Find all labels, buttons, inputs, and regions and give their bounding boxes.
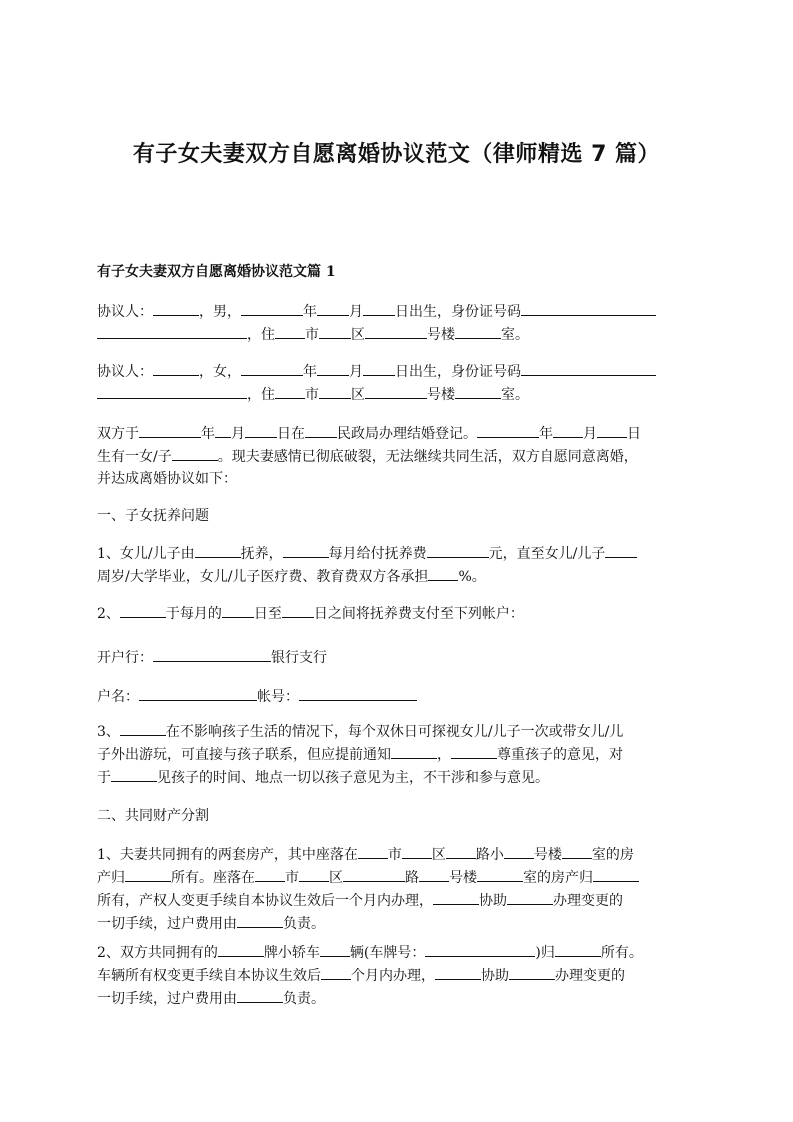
text: 号楼 (427, 327, 455, 343)
text: 号楼 (427, 387, 455, 403)
text: ，住 (247, 327, 275, 343)
blank (504, 843, 534, 859)
text: 。现夫妻感情已彻底破裂，无法继续共同生活，双方自愿同意离婚， (217, 449, 638, 465)
text: 月 (231, 426, 245, 442)
blank (153, 300, 199, 316)
text: 号楼 (533, 847, 562, 863)
party-female-paragraph (97, 360, 703, 406)
text: 区 (351, 327, 365, 343)
text: 月 (349, 364, 363, 380)
text: )归 (535, 945, 555, 961)
blank (477, 866, 523, 882)
blank (172, 445, 218, 461)
text: 帐号： (257, 689, 299, 705)
blank (365, 383, 427, 399)
text: 协助 (481, 968, 509, 984)
blank (317, 300, 349, 316)
blank (553, 422, 583, 438)
blank (593, 866, 639, 882)
text: 室。 (501, 387, 529, 403)
blank (299, 685, 417, 701)
text: 户名： (97, 689, 139, 705)
text: 双方于 (97, 426, 139, 442)
text: 年 (303, 304, 317, 320)
text: 生有一女/子 (97, 449, 172, 465)
blank (241, 300, 303, 316)
text: 并达成离婚协议如下： (97, 471, 237, 487)
blank (255, 866, 285, 882)
blank (283, 542, 329, 558)
blank (120, 720, 166, 736)
heading-property: 二、共同财产分割 (97, 808, 209, 824)
blank (215, 422, 231, 438)
text: 区 (351, 387, 365, 403)
text: 办理变更的 (553, 893, 623, 909)
text: 子外出游玩，可直接与孩子联系，但应提前通知 (97, 747, 391, 763)
blank (343, 866, 405, 882)
text: 抚养， (240, 546, 283, 562)
blank (363, 360, 395, 376)
text: 辆(车牌号： (349, 945, 426, 961)
text: 所有。 (600, 945, 643, 961)
blank (139, 422, 201, 438)
blank (391, 743, 437, 759)
blank (605, 542, 637, 558)
text: %。 (458, 569, 486, 585)
blank (319, 323, 351, 339)
blank (455, 323, 501, 339)
blank (365, 323, 427, 339)
text: 区 (431, 847, 446, 863)
text: 办理变更的 (555, 968, 625, 984)
text: 元，直至女儿/儿子 (488, 546, 606, 562)
text: 协议人： (97, 304, 153, 320)
text: 一切手续，过户费用由 (97, 916, 237, 932)
party-male-paragraph (97, 300, 703, 346)
text: 室。 (501, 327, 529, 343)
text: 2、双方共同拥有的 (97, 945, 218, 961)
blank (455, 383, 501, 399)
blank (427, 542, 489, 558)
blank (363, 300, 395, 316)
text: 号楼 (449, 870, 477, 886)
text: 年 (539, 426, 553, 442)
text: 1、女儿/儿子由 (97, 546, 195, 562)
text: 2、 (97, 606, 120, 622)
text: 年 (201, 426, 215, 442)
text: 年 (303, 364, 317, 380)
text: 室的房 (591, 847, 634, 863)
blank (125, 866, 171, 882)
text: 市 (305, 327, 319, 343)
text: 日之间将抚养费支付至下列帐户： (313, 606, 524, 622)
blank (521, 300, 656, 316)
text: 市 (285, 870, 299, 886)
text: 室的房产归 (523, 870, 593, 886)
text: 车辆所有权变更手续自本协议生效后 (97, 968, 321, 984)
text: 见孩子的时间、地点一切以孩子意见为主，不干涉和参与意见。 (157, 770, 549, 786)
section-title: 有子女夫妻双方自愿离婚协议范文篇 1 (97, 264, 336, 280)
text: 路 (405, 870, 419, 886)
text: 于 (97, 770, 111, 786)
blank (435, 964, 481, 980)
text: ，女， (199, 364, 241, 380)
text: 负责。 (283, 916, 325, 932)
blank (521, 360, 656, 376)
text: 日 (627, 426, 641, 442)
text: 3、 (97, 724, 120, 740)
blank (153, 646, 271, 662)
blank (321, 964, 351, 980)
child-clause-1 (97, 542, 703, 588)
blank (275, 323, 305, 339)
marriage-paragraph (97, 422, 703, 491)
blank (305, 422, 337, 438)
child-clause-3 (97, 720, 703, 789)
blank (555, 941, 601, 957)
text: 负责。 (283, 991, 325, 1007)
blank (241, 360, 303, 376)
blank (195, 542, 241, 558)
blank (97, 383, 247, 399)
blank (358, 843, 388, 859)
blank (153, 360, 199, 376)
blank (597, 422, 627, 438)
text: 于每月的 (165, 606, 222, 622)
blank (428, 565, 458, 581)
text: ， (437, 747, 451, 763)
blank (509, 964, 555, 980)
text: 在不影响孩子生活的情况下，每个双休日可探视女儿/儿子一次或带女儿/儿 (165, 724, 624, 740)
text: 周岁/大学毕业，女儿/儿子医疗费、教育费双方各承担 (97, 569, 429, 585)
blank (425, 941, 535, 957)
text: 日在 (277, 426, 305, 442)
blank (237, 987, 283, 1003)
blank (317, 360, 349, 376)
blank (97, 323, 247, 339)
text: 每月给付抚养费 (328, 546, 427, 562)
text: 所有，产权人变更手续自本协议生效后一个月内办理， (97, 893, 433, 909)
text: ，男， (199, 304, 241, 320)
text: 协议人： (97, 364, 153, 380)
child-clause-2 (97, 602, 703, 625)
blank (433, 889, 479, 905)
text: 开户行： (97, 650, 153, 666)
blank (299, 866, 329, 882)
blank (218, 941, 264, 957)
text: 区 (329, 870, 343, 886)
text: 月 (583, 426, 597, 442)
blank (120, 602, 166, 618)
blank (562, 843, 592, 859)
document-title: 有子女夫妻双方自愿离婚协议范文（律师精选 7 篇） (132, 142, 661, 167)
text: 协助 (479, 893, 507, 909)
property-clause-1 (97, 843, 703, 935)
blank (419, 866, 449, 882)
bank-line (97, 646, 703, 669)
text: 所有。座落在 (171, 870, 255, 886)
text: 民政局办理结婚登记。 (337, 426, 477, 442)
text: 日出生，身份证号码 (395, 364, 521, 380)
account-line (97, 685, 703, 708)
blank (320, 941, 350, 957)
text: 日至 (253, 606, 282, 622)
blank (446, 843, 476, 859)
text: 一切手续，过户费用由 (97, 991, 237, 1007)
text: 银行支行 (271, 650, 327, 666)
property-clause-2 (97, 941, 703, 1010)
blank (275, 383, 305, 399)
blank (477, 422, 539, 438)
blank (402, 843, 432, 859)
blank (451, 743, 497, 759)
text: 日出生，身份证号码 (395, 304, 521, 320)
text: ，住 (247, 387, 275, 403)
blank (282, 602, 314, 618)
text: 牌小轿车 (263, 945, 320, 961)
blank (139, 685, 257, 701)
text: 市 (305, 387, 319, 403)
text: 尊重孩子的意见，对 (497, 747, 623, 763)
text: 产归 (97, 870, 125, 886)
text: 月 (349, 304, 363, 320)
blank (319, 383, 351, 399)
blank (245, 422, 277, 438)
text: 个月内办理， (351, 968, 435, 984)
text: 路小 (475, 847, 504, 863)
heading-child-support: 一、子女抚养问题 (97, 508, 209, 524)
blank (237, 912, 283, 928)
blank (507, 889, 553, 905)
text: 市 (387, 847, 402, 863)
text: 1、夫妻共同拥有的两套房产，其中座落在 (97, 847, 358, 863)
blank (222, 602, 254, 618)
blank (111, 766, 157, 782)
